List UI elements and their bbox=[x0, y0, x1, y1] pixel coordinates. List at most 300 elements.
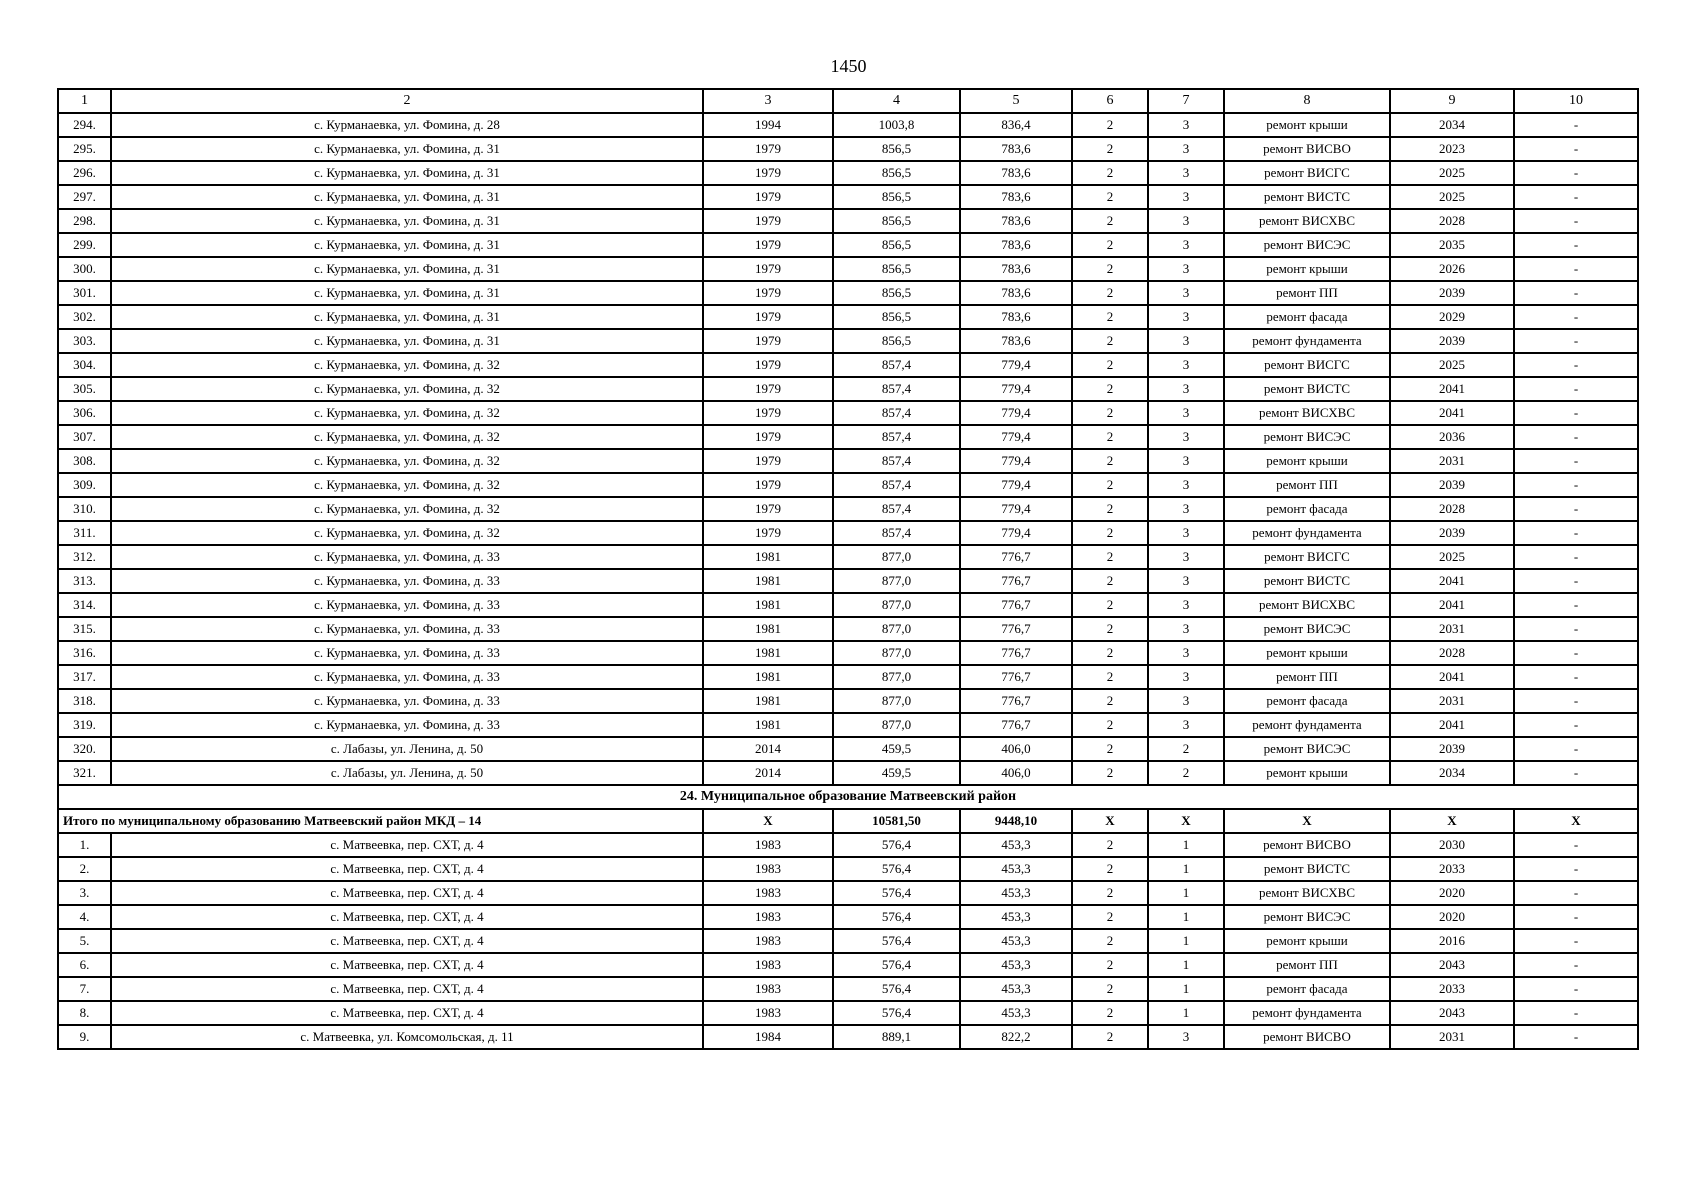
build-year-cell: 1979 bbox=[703, 185, 833, 209]
address-cell: с. Курманаевка, ул. Фомина, д. 31 bbox=[111, 137, 703, 161]
note-cell: - bbox=[1514, 1025, 1638, 1049]
row-number-cell: 7. bbox=[58, 977, 111, 1001]
entrances-cell: 3 bbox=[1148, 377, 1224, 401]
entrances-cell: 3 bbox=[1148, 1025, 1224, 1049]
living-area-cell: 453,3 bbox=[960, 857, 1072, 881]
row-number-cell: 303. bbox=[58, 329, 111, 353]
living-area-cell: 453,3 bbox=[960, 881, 1072, 905]
table-row bbox=[58, 833, 1638, 857]
note-cell: - bbox=[1514, 425, 1638, 449]
table-row bbox=[58, 953, 1638, 977]
table-row bbox=[58, 665, 1638, 689]
plan-year-cell: 2036 bbox=[1390, 425, 1514, 449]
build-year-cell: 2014 bbox=[703, 737, 833, 761]
entrances-cell: 3 bbox=[1148, 713, 1224, 737]
living-area-cell: 783,6 bbox=[960, 209, 1072, 233]
entrances-cell: 3 bbox=[1148, 209, 1224, 233]
address-cell: с. Матвеевка, пер. СХТ, д. 4 bbox=[111, 905, 703, 929]
note-cell: - bbox=[1514, 905, 1638, 929]
build-year-cell: 1979 bbox=[703, 377, 833, 401]
table-row bbox=[58, 929, 1638, 953]
work-type-cell: ремонт крыши bbox=[1224, 929, 1390, 953]
total-area-cell: 857,4 bbox=[833, 425, 960, 449]
note-cell: - bbox=[1514, 881, 1638, 905]
work-type-cell: ремонт ВИСГС bbox=[1224, 353, 1390, 377]
plan-year-cell: 2039 bbox=[1390, 737, 1514, 761]
work-type-cell: ремонт ПП bbox=[1224, 665, 1390, 689]
plan-year-cell: 2031 bbox=[1390, 689, 1514, 713]
entrances-cell: 2 bbox=[1148, 761, 1224, 785]
row-number-cell: 299. bbox=[58, 233, 111, 257]
table-row bbox=[58, 593, 1638, 617]
table-row bbox=[58, 425, 1638, 449]
build-year-cell: 1979 bbox=[703, 425, 833, 449]
plan-year-cell: 2031 bbox=[1390, 1025, 1514, 1049]
living-area-cell: 776,7 bbox=[960, 689, 1072, 713]
row-number-cell: 296. bbox=[58, 161, 111, 185]
work-type-cell: ремонт ВИСТС bbox=[1224, 377, 1390, 401]
floors-cell: 2 bbox=[1072, 161, 1148, 185]
repair-register-table bbox=[57, 88, 1639, 1050]
work-type-cell: ремонт ВИСТС bbox=[1224, 185, 1390, 209]
row-number-cell: 318. bbox=[58, 689, 111, 713]
note-cell: - bbox=[1514, 617, 1638, 641]
address-cell: с. Курманаевка, ул. Фомина, д. 31 bbox=[111, 209, 703, 233]
column-header: 8 bbox=[1224, 89, 1390, 113]
build-year-cell: 1983 bbox=[703, 881, 833, 905]
total-area-cell: 1003,8 bbox=[833, 113, 960, 137]
address-cell: с. Курманаевка, ул. Фомина, д. 32 bbox=[111, 449, 703, 473]
column-header: 10 bbox=[1514, 89, 1638, 113]
address-cell: с. Курманаевка, ул. Фомина, д. 32 bbox=[111, 425, 703, 449]
total-cell: Х bbox=[1224, 809, 1390, 833]
address-cell: с. Курманаевка, ул. Фомина, д. 32 bbox=[111, 473, 703, 497]
entrances-cell: 1 bbox=[1148, 833, 1224, 857]
floors-cell: 2 bbox=[1072, 929, 1148, 953]
table-row bbox=[58, 113, 1638, 137]
total-cell: Х bbox=[703, 809, 833, 833]
total-label: Итого по муниципальному образованию Матвеевский район МКД – 14 bbox=[58, 809, 703, 833]
build-year-cell: 1983 bbox=[703, 1001, 833, 1025]
table-row bbox=[58, 521, 1638, 545]
table-row bbox=[58, 689, 1638, 713]
note-cell: - bbox=[1514, 233, 1638, 257]
floors-cell: 2 bbox=[1072, 449, 1148, 473]
row-number-cell: 295. bbox=[58, 137, 111, 161]
note-cell: - bbox=[1514, 1001, 1638, 1025]
note-cell: - bbox=[1514, 929, 1638, 953]
floors-cell: 2 bbox=[1072, 545, 1148, 569]
section-title: 24. Муниципальное образование Матвеевский район bbox=[58, 785, 1638, 809]
work-type-cell: ремонт фундамента bbox=[1224, 713, 1390, 737]
plan-year-cell: 2039 bbox=[1390, 521, 1514, 545]
note-cell: - bbox=[1514, 689, 1638, 713]
plan-year-cell: 2043 bbox=[1390, 953, 1514, 977]
row-number-cell: 305. bbox=[58, 377, 111, 401]
table-row bbox=[58, 401, 1638, 425]
living-area-cell: 779,4 bbox=[960, 521, 1072, 545]
address-cell: с. Курманаевка, ул. Фомина, д. 28 bbox=[111, 113, 703, 137]
work-type-cell: ремонт ВИСХВС bbox=[1224, 593, 1390, 617]
row-number-cell: 316. bbox=[58, 641, 111, 665]
build-year-cell: 1979 bbox=[703, 257, 833, 281]
total-area-cell: 857,4 bbox=[833, 401, 960, 425]
work-type-cell: ремонт ВИСТС bbox=[1224, 857, 1390, 881]
total-area-cell: 877,0 bbox=[833, 665, 960, 689]
living-area-cell: 783,6 bbox=[960, 233, 1072, 257]
entrances-cell: 1 bbox=[1148, 857, 1224, 881]
table-row bbox=[58, 737, 1638, 761]
living-area-cell: 776,7 bbox=[960, 617, 1072, 641]
table-row bbox=[58, 449, 1638, 473]
note-cell: - bbox=[1514, 977, 1638, 1001]
total-area-cell: 856,5 bbox=[833, 281, 960, 305]
entrances-cell: 3 bbox=[1148, 305, 1224, 329]
floors-cell: 2 bbox=[1072, 905, 1148, 929]
entrances-cell: 3 bbox=[1148, 113, 1224, 137]
build-year-cell: 1981 bbox=[703, 569, 833, 593]
address-cell: с. Курманаевка, ул. Фомина, д. 32 bbox=[111, 377, 703, 401]
table-row bbox=[58, 233, 1638, 257]
floors-cell: 2 bbox=[1072, 713, 1148, 737]
living-area-cell: 453,3 bbox=[960, 953, 1072, 977]
total-area-cell: 857,4 bbox=[833, 377, 960, 401]
living-area-cell: 776,7 bbox=[960, 545, 1072, 569]
living-area-cell: 406,0 bbox=[960, 761, 1072, 785]
row-number-cell: 320. bbox=[58, 737, 111, 761]
table-row bbox=[58, 497, 1638, 521]
build-year-cell: 1979 bbox=[703, 497, 833, 521]
table-row bbox=[58, 569, 1638, 593]
address-cell: с. Курманаевка, ул. Фомина, д. 31 bbox=[111, 329, 703, 353]
note-cell: - bbox=[1514, 473, 1638, 497]
total-area-cell: 856,5 bbox=[833, 257, 960, 281]
total-cell: Х bbox=[1390, 809, 1514, 833]
total-cell: Х bbox=[1072, 809, 1148, 833]
work-type-cell: ремонт ВИСЭС bbox=[1224, 617, 1390, 641]
plan-year-cell: 2039 bbox=[1390, 281, 1514, 305]
floors-cell: 2 bbox=[1072, 377, 1148, 401]
living-area-cell: 779,4 bbox=[960, 497, 1072, 521]
living-area-cell: 783,6 bbox=[960, 305, 1072, 329]
note-cell: - bbox=[1514, 737, 1638, 761]
table-row bbox=[58, 209, 1638, 233]
plan-year-cell: 2016 bbox=[1390, 929, 1514, 953]
living-area-cell: 779,4 bbox=[960, 377, 1072, 401]
plan-year-cell: 2039 bbox=[1390, 329, 1514, 353]
build-year-cell: 1981 bbox=[703, 689, 833, 713]
total-area-cell: 857,4 bbox=[833, 449, 960, 473]
entrances-cell: 3 bbox=[1148, 569, 1224, 593]
row-number-cell: 6. bbox=[58, 953, 111, 977]
build-year-cell: 1979 bbox=[703, 353, 833, 377]
floors-cell: 2 bbox=[1072, 857, 1148, 881]
address-cell: с. Курманаевка, ул. Фомина, д. 33 bbox=[111, 713, 703, 737]
living-area-cell: 783,6 bbox=[960, 137, 1072, 161]
total-area-cell: 459,5 bbox=[833, 737, 960, 761]
address-cell: с. Матвеевка, пер. СХТ, д. 4 bbox=[111, 953, 703, 977]
living-area-cell: 783,6 bbox=[960, 161, 1072, 185]
build-year-cell: 1981 bbox=[703, 593, 833, 617]
total-area-cell: 856,5 bbox=[833, 305, 960, 329]
table-row bbox=[58, 977, 1638, 1001]
note-cell: - bbox=[1514, 953, 1638, 977]
build-year-cell: 1981 bbox=[703, 641, 833, 665]
entrances-cell: 3 bbox=[1148, 161, 1224, 185]
column-header: 1 bbox=[58, 89, 111, 113]
build-year-cell: 1979 bbox=[703, 329, 833, 353]
entrances-cell: 3 bbox=[1148, 401, 1224, 425]
floors-cell: 2 bbox=[1072, 593, 1148, 617]
total-area-cell: 576,4 bbox=[833, 833, 960, 857]
row-number-cell: 8. bbox=[58, 1001, 111, 1025]
work-type-cell: ремонт крыши bbox=[1224, 761, 1390, 785]
row-number-cell: 300. bbox=[58, 257, 111, 281]
living-area-cell: 783,6 bbox=[960, 185, 1072, 209]
work-type-cell: ремонт крыши bbox=[1224, 641, 1390, 665]
plan-year-cell: 2026 bbox=[1390, 257, 1514, 281]
build-year-cell: 1979 bbox=[703, 209, 833, 233]
table-row bbox=[58, 305, 1638, 329]
entrances-cell: 1 bbox=[1148, 953, 1224, 977]
address-cell: с. Курманаевка, ул. Фомина, д. 33 bbox=[111, 569, 703, 593]
work-type-cell: ремонт ВИСЭС bbox=[1224, 425, 1390, 449]
floors-cell: 2 bbox=[1072, 977, 1148, 1001]
floors-cell: 2 bbox=[1072, 185, 1148, 209]
column-header: 7 bbox=[1148, 89, 1224, 113]
work-type-cell: ремонт ПП bbox=[1224, 953, 1390, 977]
build-year-cell: 1981 bbox=[703, 713, 833, 737]
floors-cell: 2 bbox=[1072, 497, 1148, 521]
floors-cell: 2 bbox=[1072, 665, 1148, 689]
note-cell: - bbox=[1514, 713, 1638, 737]
plan-year-cell: 2020 bbox=[1390, 905, 1514, 929]
living-area-cell: 453,3 bbox=[960, 905, 1072, 929]
entrances-cell: 3 bbox=[1148, 425, 1224, 449]
plan-year-cell: 2030 bbox=[1390, 833, 1514, 857]
entrances-cell: 3 bbox=[1148, 353, 1224, 377]
table-row bbox=[58, 281, 1638, 305]
address-cell: с. Матвеевка, пер. СХТ, д. 4 bbox=[111, 857, 703, 881]
total-area-cell: 576,4 bbox=[833, 881, 960, 905]
total-area-cell: 856,5 bbox=[833, 209, 960, 233]
table-row bbox=[58, 185, 1638, 209]
total-area-cell: 856,5 bbox=[833, 137, 960, 161]
living-area-cell: 783,6 bbox=[960, 329, 1072, 353]
plan-year-cell: 2031 bbox=[1390, 449, 1514, 473]
work-type-cell: ремонт фасада bbox=[1224, 305, 1390, 329]
note-cell: - bbox=[1514, 113, 1638, 137]
work-type-cell: ремонт ВИСХВС bbox=[1224, 209, 1390, 233]
floors-cell: 2 bbox=[1072, 281, 1148, 305]
column-number-row bbox=[58, 89, 1638, 113]
rows-bottom bbox=[58, 833, 1638, 1049]
living-area-cell: 453,3 bbox=[960, 833, 1072, 857]
work-type-cell: ремонт ВИСВО bbox=[1224, 833, 1390, 857]
floors-cell: 2 bbox=[1072, 425, 1148, 449]
build-year-cell: 1979 bbox=[703, 137, 833, 161]
note-cell: - bbox=[1514, 161, 1638, 185]
address-cell: с. Матвеевка, пер. СХТ, д. 4 bbox=[111, 881, 703, 905]
floors-cell: 2 bbox=[1072, 737, 1148, 761]
row-number-cell: 1. bbox=[58, 833, 111, 857]
total-area-cell: 856,5 bbox=[833, 329, 960, 353]
plan-year-cell: 2028 bbox=[1390, 497, 1514, 521]
build-year-cell: 1983 bbox=[703, 977, 833, 1001]
row-number-cell: 319. bbox=[58, 713, 111, 737]
plan-year-cell: 2041 bbox=[1390, 713, 1514, 737]
total-area-cell: 857,4 bbox=[833, 473, 960, 497]
build-year-cell: 1979 bbox=[703, 281, 833, 305]
row-number-cell: 302. bbox=[58, 305, 111, 329]
total-row bbox=[58, 809, 1638, 833]
column-header: 2 bbox=[111, 89, 703, 113]
build-year-cell: 1981 bbox=[703, 617, 833, 641]
row-number-cell: 5. bbox=[58, 929, 111, 953]
entrances-cell: 3 bbox=[1148, 545, 1224, 569]
work-type-cell: ремонт крыши bbox=[1224, 113, 1390, 137]
total-area-cell: 856,5 bbox=[833, 161, 960, 185]
row-number-cell: 297. bbox=[58, 185, 111, 209]
address-cell: с. Курманаевка, ул. Фомина, д. 31 bbox=[111, 233, 703, 257]
entrances-cell: 3 bbox=[1148, 665, 1224, 689]
entrances-cell: 2 bbox=[1148, 737, 1224, 761]
address-cell: с. Курманаевка, ул. Фомина, д. 32 bbox=[111, 353, 703, 377]
floors-cell: 2 bbox=[1072, 641, 1148, 665]
build-year-cell: 1983 bbox=[703, 857, 833, 881]
plan-year-cell: 2035 bbox=[1390, 233, 1514, 257]
entrances-cell: 1 bbox=[1148, 977, 1224, 1001]
note-cell: - bbox=[1514, 257, 1638, 281]
plan-year-cell: 2034 bbox=[1390, 113, 1514, 137]
row-number-cell: 308. bbox=[58, 449, 111, 473]
living-area-cell: 776,7 bbox=[960, 641, 1072, 665]
floors-cell: 2 bbox=[1072, 137, 1148, 161]
row-number-cell: 294. bbox=[58, 113, 111, 137]
plan-year-cell: 2025 bbox=[1390, 161, 1514, 185]
note-cell: - bbox=[1514, 545, 1638, 569]
note-cell: - bbox=[1514, 377, 1638, 401]
note-cell: - bbox=[1514, 833, 1638, 857]
entrances-cell: 3 bbox=[1148, 281, 1224, 305]
build-year-cell: 1983 bbox=[703, 905, 833, 929]
build-year-cell: 1979 bbox=[703, 521, 833, 545]
total-cell: Х bbox=[1514, 809, 1638, 833]
total-area-cell: 459,5 bbox=[833, 761, 960, 785]
row-number-cell: 309. bbox=[58, 473, 111, 497]
floors-cell: 2 bbox=[1072, 305, 1148, 329]
rows-top bbox=[58, 113, 1638, 785]
note-cell: - bbox=[1514, 137, 1638, 161]
floors-cell: 2 bbox=[1072, 569, 1148, 593]
total-area-cell: 857,4 bbox=[833, 497, 960, 521]
plan-year-cell: 2043 bbox=[1390, 1001, 1514, 1025]
build-year-cell: 1981 bbox=[703, 665, 833, 689]
floors-cell: 2 bbox=[1072, 833, 1148, 857]
work-type-cell: ремонт фундамента bbox=[1224, 329, 1390, 353]
work-type-cell: ремонт ВИСЭС bbox=[1224, 233, 1390, 257]
plan-year-cell: 2041 bbox=[1390, 401, 1514, 425]
entrances-cell: 1 bbox=[1148, 905, 1224, 929]
entrances-cell: 3 bbox=[1148, 593, 1224, 617]
table-row bbox=[58, 161, 1638, 185]
living-area-cell: 783,6 bbox=[960, 281, 1072, 305]
living-area-cell: 822,2 bbox=[960, 1025, 1072, 1049]
table-row bbox=[58, 377, 1638, 401]
build-year-cell: 2014 bbox=[703, 761, 833, 785]
note-cell: - bbox=[1514, 401, 1638, 425]
table-row bbox=[58, 617, 1638, 641]
floors-cell: 2 bbox=[1072, 257, 1148, 281]
table-row bbox=[58, 1001, 1638, 1025]
row-number-cell: 317. bbox=[58, 665, 111, 689]
build-year-cell: 1979 bbox=[703, 401, 833, 425]
living-area-cell: 779,4 bbox=[960, 449, 1072, 473]
note-cell: - bbox=[1514, 521, 1638, 545]
entrances-cell: 3 bbox=[1148, 641, 1224, 665]
total-area-cell: 877,0 bbox=[833, 689, 960, 713]
total-area-cell: 877,0 bbox=[833, 545, 960, 569]
floors-cell: 2 bbox=[1072, 1025, 1148, 1049]
entrances-cell: 3 bbox=[1148, 449, 1224, 473]
address-cell: с. Курманаевка, ул. Фомина, д. 33 bbox=[111, 617, 703, 641]
row-number-cell: 304. bbox=[58, 353, 111, 377]
floors-cell: 2 bbox=[1072, 761, 1148, 785]
floors-cell: 2 bbox=[1072, 1001, 1148, 1025]
address-cell: с. Лабазы, ул. Ленина, д. 50 bbox=[111, 737, 703, 761]
build-year-cell: 1983 bbox=[703, 833, 833, 857]
plan-year-cell: 2025 bbox=[1390, 545, 1514, 569]
total-cell: 9448,10 bbox=[960, 809, 1072, 833]
table-row bbox=[58, 545, 1638, 569]
floors-cell: 2 bbox=[1072, 113, 1148, 137]
address-cell: с. Курманаевка, ул. Фомина, д. 31 bbox=[111, 185, 703, 209]
build-year-cell: 1979 bbox=[703, 161, 833, 185]
total-area-cell: 877,0 bbox=[833, 569, 960, 593]
table-row bbox=[58, 257, 1638, 281]
plan-year-cell: 2033 bbox=[1390, 977, 1514, 1001]
row-number-cell: 4. bbox=[58, 905, 111, 929]
living-area-cell: 776,7 bbox=[960, 593, 1072, 617]
living-area-cell: 779,4 bbox=[960, 473, 1072, 497]
entrances-cell: 3 bbox=[1148, 473, 1224, 497]
note-cell: - bbox=[1514, 593, 1638, 617]
total-area-cell: 856,5 bbox=[833, 185, 960, 209]
table-row bbox=[58, 137, 1638, 161]
note-cell: - bbox=[1514, 353, 1638, 377]
living-area-cell: 779,4 bbox=[960, 401, 1072, 425]
total-area-cell: 576,4 bbox=[833, 905, 960, 929]
address-cell: с. Матвеевка, пер. СХТ, д. 4 bbox=[111, 929, 703, 953]
note-cell: - bbox=[1514, 185, 1638, 209]
work-type-cell: ремонт ПП bbox=[1224, 473, 1390, 497]
row-number-cell: 301. bbox=[58, 281, 111, 305]
work-type-cell: ремонт фундамента bbox=[1224, 1001, 1390, 1025]
plan-year-cell: 2039 bbox=[1390, 473, 1514, 497]
work-type-cell: ремонт ПП bbox=[1224, 281, 1390, 305]
work-type-cell: ремонт ВИСХВС bbox=[1224, 401, 1390, 425]
total-area-cell: 877,0 bbox=[833, 641, 960, 665]
table-row bbox=[58, 329, 1638, 353]
row-number-cell: 298. bbox=[58, 209, 111, 233]
total-area-cell: 576,4 bbox=[833, 977, 960, 1001]
living-area-cell: 453,3 bbox=[960, 929, 1072, 953]
floors-cell: 2 bbox=[1072, 329, 1148, 353]
row-number-cell: 313. bbox=[58, 569, 111, 593]
entrances-cell: 3 bbox=[1148, 137, 1224, 161]
living-area-cell: 836,4 bbox=[960, 113, 1072, 137]
plan-year-cell: 2041 bbox=[1390, 377, 1514, 401]
